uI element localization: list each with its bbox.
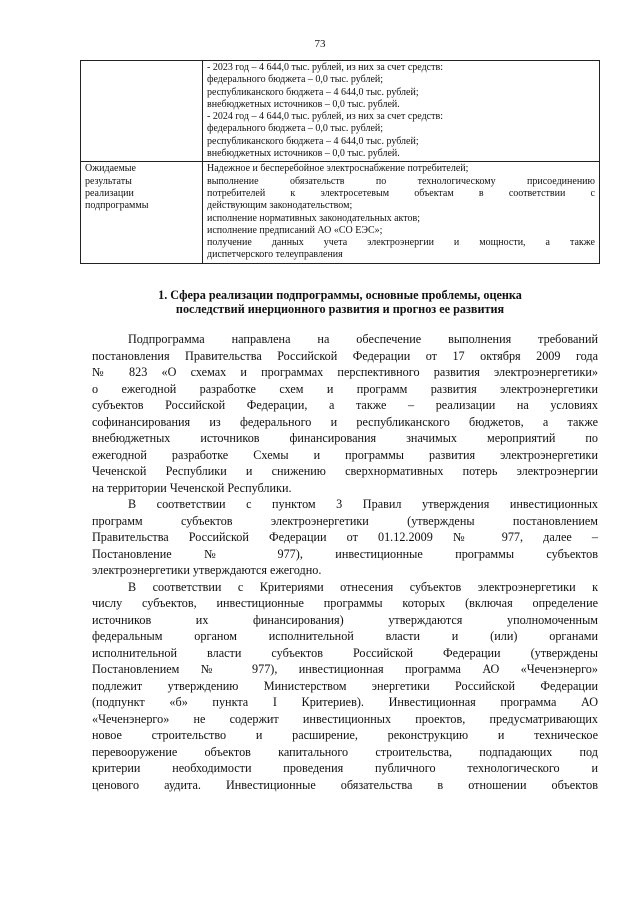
table-text-line: исполнение нормативных законодательных актов; xyxy=(207,212,420,224)
row-label-line: подпрограммы xyxy=(85,200,149,212)
heading-line: 1. Сфера реализации подпрограммы, основные проблемы, оценка xyxy=(158,288,522,302)
paragraph-line: внебюджетных источников финансирования значимых мероприятий по xyxy=(92,431,598,445)
table-label-cell xyxy=(81,162,203,263)
table-text-line: выполнение обязательств по технологическому присоединению xyxy=(207,175,595,187)
table-text-line: внебюджетных источников – 0,0 тыс. рублей. xyxy=(207,148,400,160)
paragraph-line: перевооружение объектов капитального строительства, подпадающих под xyxy=(92,744,598,759)
table-text-line: потребителей к электросетевым объектам в соответствии с xyxy=(207,187,595,199)
paragraph-line: № 823 «О схемах и программах перспективного развития электроэнергетики» xyxy=(92,365,598,379)
table-content-cell xyxy=(203,162,600,263)
paragraph-line: субъектов Российской Федерации, а также – реализации на условиях xyxy=(92,398,598,412)
paragraph-line: В соответствии с Критериями отнесения субъектов электроэнергетики к xyxy=(128,579,598,594)
row-label-line: результаты xyxy=(85,175,132,187)
table-text-line: получение данных учета электроэнергии и мощности, а также xyxy=(207,237,595,249)
paragraph-line: критерии необходимости проведения публичного технологического и xyxy=(92,761,598,775)
paragraph-line: Правительства Российской Федерации от 01.12.2009 № 977, далее – xyxy=(92,530,598,544)
table-text-line: федерального бюджета – 0,0 тыс. рублей; xyxy=(207,74,384,86)
table-text-line: - 2024 год – 4 644,0 тыс. рублей, из них за счет средств: xyxy=(207,111,443,123)
paragraph-line: электроэнергетики утверждаются ежегодно. xyxy=(92,563,322,577)
table-row xyxy=(81,61,600,162)
paragraph-line: Постановлением № 977), инвестиционная программа АО «Чеченэнерго» xyxy=(92,662,598,676)
table-text-line: внебюджетных источников – 0,0 тыс. рублей. xyxy=(207,98,400,110)
paragraph-line: числу субъектов, инвестиционные программы которых (включая определение xyxy=(92,596,598,610)
section-heading xyxy=(80,288,600,316)
paragraph-line: исполнительной власти субъектов Российской Федерации (утверждены xyxy=(92,645,598,660)
body-text xyxy=(92,331,598,793)
row-label-line: Ожидаемые xyxy=(85,163,136,175)
table-text-line: исполнение предписаний АО «СО ЕЭС»; xyxy=(207,224,383,236)
paragraph-line: «Чеченэнерго» не содержит инвестиционных проектов, предусматривающих xyxy=(92,711,598,726)
table-label-cell xyxy=(81,61,203,162)
table-text-line: федерального бюджета – 0,0 тыс. рублей; xyxy=(207,123,384,135)
page-number: 73 xyxy=(314,38,326,50)
heading-line: последствий инерционного развития и прогноз ее развития xyxy=(175,302,505,316)
paragraph-line: Подпрограмма направлена на обеспечение выполнения требований xyxy=(128,332,598,346)
row-label-line: реализации xyxy=(85,187,134,199)
paragraph-line: новое строительство и расширение, реконструкцию и техническое xyxy=(92,728,598,742)
paragraph-line: федеральным органом исполнительной власти и (или) органами xyxy=(92,629,598,643)
paragraph-line: источников их финансирования) утверждаются уполномоченным xyxy=(92,612,598,627)
paragraph-line: В соответствии с пунктом 3 Правил утверждения инвестиционных xyxy=(128,497,598,511)
paragraph-line: Чеченской Республики и снижению сверхнормативных потерь электроэнергии xyxy=(92,464,598,478)
paragraph-line: Постановление № 977), инвестиционные программы субъектов xyxy=(92,546,598,561)
paragraph-line: подлежит утверждению Министерством энергетики Российской Федерации xyxy=(92,678,598,693)
table-text-line: Надежное и бесперебойное электроснабжение потребителей; xyxy=(207,163,469,175)
table-content-cell xyxy=(203,61,600,162)
paragraph-line: (подпункт «б» пункта I Критериев). Инвестиционная программа АО xyxy=(92,695,598,709)
paragraph-line: ежегодной разработке Схемы и программы развития электроэнергетики xyxy=(92,447,598,462)
paragraph-line: постановления Правительства Российской Федерации от 17 октября 2009 года xyxy=(92,348,598,363)
table-text-line: действующим законодательством; xyxy=(207,200,353,212)
paragraph-line: софинансирования из федерального и республиканского бюджетов, а также xyxy=(92,414,598,429)
subprogram-passport-table xyxy=(80,60,600,264)
paragraph-line: о ежегодной разработке схем и программ развития электроэнергетики xyxy=(92,381,598,396)
paragraph-line: программ субъектов электроэнергетики (утверждены постановлением xyxy=(92,513,598,528)
table-text-line: республиканского бюджета – 4 644,0 тыс. рублей; xyxy=(207,135,419,147)
table-row xyxy=(81,162,600,263)
table-text-line: - 2023 год – 4 644,0 тыс. рублей, из них за счет средств: xyxy=(207,62,443,73)
paragraph-line: на территории Чеченской Республики. xyxy=(92,480,292,495)
table-text-line: диспетчерского телеуправления xyxy=(207,249,343,261)
paragraph-line: ценового аудита. Инвестиционные обязательства в отношении объектов xyxy=(92,777,598,792)
table-text-line: республиканского бюджета – 4 644,0 тыс. рублей; xyxy=(207,86,419,98)
